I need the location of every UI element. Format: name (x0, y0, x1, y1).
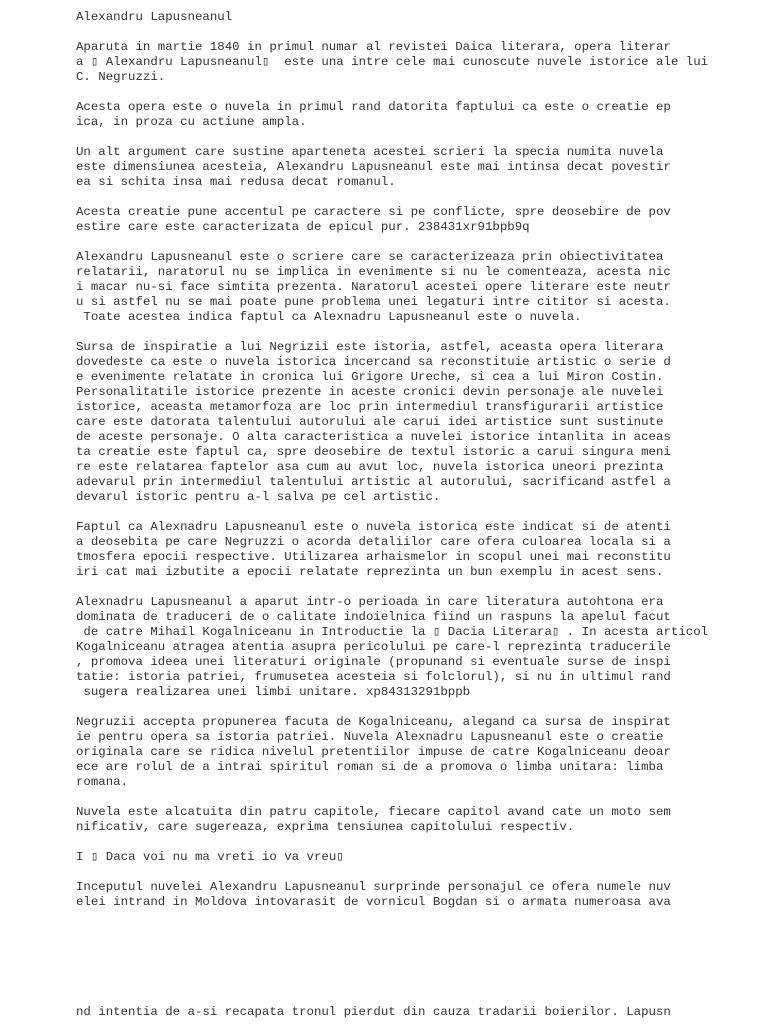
document-body (76, 25, 766, 910)
text-line: e evenimente relatate in cronica lui Grigore Ureche, si cea a lui Miron Costin. (76, 370, 664, 384)
paragraph (76, 40, 766, 85)
paragraph-gap (76, 85, 766, 100)
paragraph (76, 340, 766, 505)
text-line: nificativ, care sugereaza, exprima tensiunea capitolului respectiv. (76, 820, 575, 834)
text-line: tatie: istoria patriei, frumusetea acesteia si folclorul), si nu in ultimul rand (76, 670, 671, 684)
paragraph (76, 145, 766, 190)
text-line: C. Negruzzi. (76, 70, 166, 84)
paragraph-gap (76, 700, 766, 715)
text-line: sugera realizarea unei limbi unitare. xp84313291bppb (76, 685, 471, 699)
document-title: Alexandru Lapusneanul (76, 10, 233, 24)
text-line: , promova ideea unei literaturi originale (propunand si eventuale surse de inspi (76, 655, 671, 669)
paragraph-gap (76, 25, 766, 40)
text-line: Personalitatile istorice prezente in aceste cronici devin personaje ale nuvelei (76, 385, 664, 399)
paragraph-gap (76, 505, 766, 520)
text-line: Toate acestea indica faptul ca Alexnadru Lapusneanul este o nuvela. (76, 310, 582, 324)
text-line: Alexandru Lapusneanul este o scriere care se caracterizeaza prin obiectivitatea (76, 250, 664, 264)
text-line: a ▯ Alexandru Lapusneanul▯ este una intre cele mai cunoscute nuvele istorice ale lui (76, 55, 709, 69)
text-line: elei intrand in Moldova intovarasit de vornicul Bogdan si o armata numeroasa ava (76, 895, 671, 909)
paragraph (76, 250, 766, 325)
text-line: u si astfel nu se mai poate pune problema unei legaturi intre cititor si acesta. (76, 295, 671, 309)
text-line: dovedeste ca este o nuvela istorica incercand sa reconstituie artistic o serie d (76, 355, 671, 369)
text-line: a deosebita pe care Negruzzi o acorda detaliilor care ofera culoarea locala si a (76, 535, 671, 549)
text-line: I ▯ Daca voi nu ma vreti io va vreu▯ (76, 850, 352, 864)
text-line: Alexnadru Lapusneanul a aparut intr-o perioada in care literatura autohtona era (76, 595, 664, 609)
text-line: ica, in proza cu actiune ampla. (76, 115, 307, 129)
text-line: Kogalniceanu atragea atentia asupra pericolului pe care-l reprezinta traducerile (76, 640, 671, 654)
paragraph-gap (76, 865, 766, 880)
paragraph-gap (76, 130, 766, 145)
paragraph-gap (76, 190, 766, 205)
document-page (76, 10, 766, 910)
text-line: Inceputul nuvelei Alexandru Lapusneanul surprinde personajul ce ofera numele nuv (76, 880, 671, 894)
text-line: Nuvela este alcatuita din patru capitole, fiecare capitol avand cate un moto sem (76, 805, 671, 819)
text-line: re este relatarea faptelor asa cum au avut loc, nuvela istorica uneori prezinta (76, 460, 664, 474)
text-line: Negruzii accepta propunerea facuta de Kogalniceanu, alegand ca sursa de inspirat (76, 715, 671, 729)
paragraph (76, 205, 766, 235)
paragraph-gap (76, 235, 766, 250)
text-line: care este datorata talentului autorului ale carui idei artistice sunt sustinute (76, 415, 664, 429)
paragraph-gap (76, 325, 766, 340)
paragraph (76, 880, 766, 910)
text-line: devarul istoric pentru a-l salva pe cel artistic. (76, 490, 441, 504)
text-line: ea si schita insa mai redusa decat romanul. (76, 175, 396, 189)
text-line: Acesta creatie pune accentul pe caractere si pe conflicte, spre deosebire de pov (76, 205, 671, 219)
text-line: Aparuta in martie 1840 in primul numar al revistei Daica literara, opera literar (76, 40, 671, 54)
text-line: ece are rolul de a intrai spiritul roman si de a promova o limba unitara: limba (76, 760, 664, 774)
text-line: de catre Mihail Kogalniceanu in Introductie la ▯ Dacia Literara▯ . In acesta articol (76, 625, 709, 639)
page-break-continuation-line: nd intentia de a-si recapata tronul pierdut din cauza tradarii boierilor. Lapusn (76, 1005, 671, 1019)
paragraph (76, 850, 766, 865)
paragraph (76, 520, 766, 580)
paragraph (76, 595, 766, 700)
text-line: dominata de traduceri de o calitate indoielnica fiind un raspuns la apelul facut (76, 610, 671, 624)
paragraph (76, 100, 766, 130)
text-line: Un alt argument care sustine aparteneta acestei scrieri la specia numita nuvela (76, 145, 664, 159)
text-line: ie pentru opera sa istoria patriei. Nuvela Alexnadru Lapusneanul este o creatie (76, 730, 664, 744)
text-line: tmosfera epocii respective. Utilizarea arhaismelor in scopul unei mai reconstitu (76, 550, 671, 564)
text-line: originala care se ridica nivelul pretentiilor impuse de catre Kogalniceanu deoar (76, 745, 671, 759)
text-line: Sursa de inspiratie a lui Negrizii este istoria, astfel, aceasta opera literara (76, 340, 664, 354)
text-line: romana. (76, 775, 129, 789)
text-line: estire care este caracterizata de epicul pur. 238431xr91bpb9q (76, 220, 530, 234)
text-line: de aceste personaje. O alta caracteristica a nuvelei istorice intanlita in aceas (76, 430, 671, 444)
paragraph-gap (76, 580, 766, 595)
text-line: ta creatie este faptul ca, spre deosebire de textul istoric a carui singura meni (76, 445, 671, 459)
text-line: iri cat mai izbutite a epocii relatate reprezinta un bun exemplu in acest sens. (76, 565, 664, 579)
paragraph (76, 805, 766, 835)
paragraph-gap (76, 790, 766, 805)
text-line: adevarul prin intermediul talentului artistic al autorului, sacrificand astfel a (76, 475, 671, 489)
paragraph (76, 715, 766, 790)
paragraph-gap (76, 835, 766, 850)
text-line: Acesta opera este o nuvela in primul rand datorita faptului ca este o creatie ep (76, 100, 671, 114)
text-line: Faptul ca Alexnadru Lapusneanul este o nuvela istorica este indicat si de atenti (76, 520, 671, 534)
text-line: istorice, aceasta metamorfoza are loc prin intermediul transfigurarii artistice (76, 400, 664, 414)
text-line: i macar nu-si face simtita prezenta. Naratorul acestei opere literare este neutr (76, 280, 671, 294)
text-line: este dimensiunea acesteia, Alexandru Lapusneanul este mai intinsa decat povestir (76, 160, 671, 174)
text-line: relatarii, naratorul nu se implica in evenimente si nu le comenteaza, acesta nic (76, 265, 671, 279)
